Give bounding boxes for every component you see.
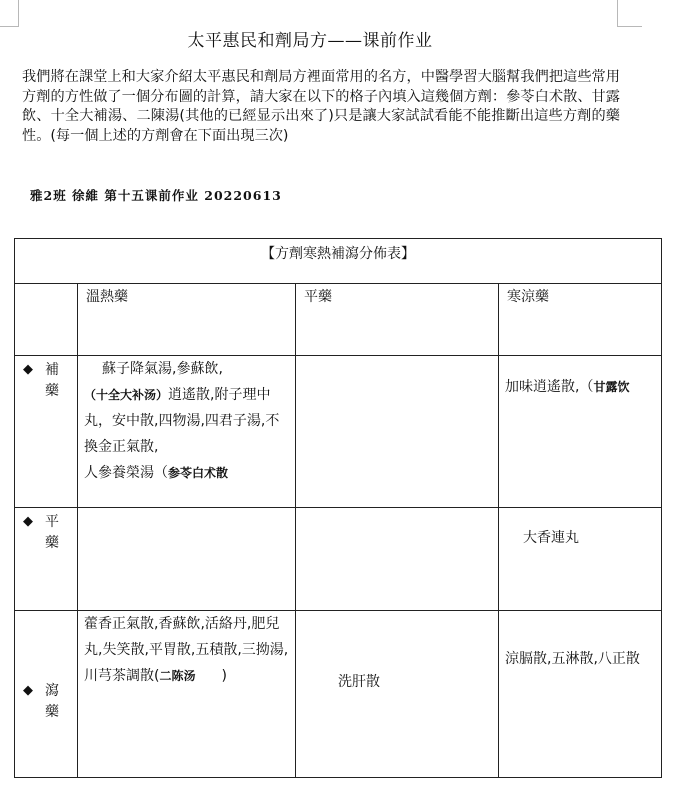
table-header-row (15, 284, 662, 356)
row-label-cell (15, 508, 78, 611)
header-neutral: 平藥 (304, 289, 332, 305)
page-title: 太平惠民和劑局方——课前作业 (187, 31, 433, 51)
cell-tonic-neutral[interactable] (296, 356, 499, 508)
cell-tonic-cold[interactable] (499, 356, 662, 508)
table-row-purge (15, 611, 662, 778)
handwritten-answer: 二陈汤 (159, 669, 196, 683)
cell-neutral-warm[interactable] (78, 508, 296, 611)
header-warm-cell (78, 284, 296, 356)
student-signature: 雅2班 徐維 第十五课前作业 20220613 (30, 188, 282, 203)
header-neutral-cell (296, 284, 499, 356)
diamond-bullet-icon: ◆ (23, 362, 33, 377)
distribution-table (14, 238, 662, 778)
table-caption (15, 239, 662, 284)
cell-text: 蘇子降氣湯,參蘇飲, (102, 361, 223, 377)
row-label-cell (15, 356, 78, 508)
cell-text: 大香連丸 (523, 530, 579, 546)
cell-text: 加味逍遙散,（ (505, 379, 594, 395)
cell-text: ) (221, 668, 227, 684)
cell-text: 涼膈散,五淋散,八正散 (505, 651, 640, 667)
cell-text: 人參養榮湯（ (84, 465, 168, 481)
cell-text: 藿香正氣散,香蘇飲,活絡丹,肥兒丸,失笑散,平胃散,五積散,三拗湯,川芎茶調散( (84, 616, 289, 684)
row-label-cell (15, 611, 78, 778)
handwritten-answer: 参苓白术散 (168, 466, 229, 480)
table-caption-text: 【方劑寒熱補瀉分佈表】 (261, 246, 415, 262)
row-label-tonic: 補藥 (45, 362, 59, 399)
table-row-tonic (15, 356, 662, 508)
header-corner-cell (15, 284, 78, 356)
diamond-bullet-icon: ◆ (23, 683, 33, 698)
cell-purge-neutral[interactable] (296, 611, 499, 778)
header-cold-cell (499, 284, 662, 356)
row-label-neutral: 平藥 (45, 514, 59, 551)
header-warm: 溫熱藥 (86, 289, 128, 305)
cell-neutral-neutral[interactable] (296, 508, 499, 611)
row-label-purge: 瀉藥 (45, 683, 59, 720)
handwritten-answer: 甘露饮 (593, 380, 630, 394)
diamond-bullet-icon: ◆ (23, 514, 33, 529)
cell-tonic-warm[interactable] (78, 356, 296, 508)
cell-neutral-cold[interactable] (499, 508, 662, 611)
handwritten-answer: （十全大补汤） (84, 388, 169, 402)
header-cold: 寒涼藥 (507, 289, 549, 305)
cell-purge-warm[interactable] (78, 611, 296, 778)
cell-purge-cold[interactable] (499, 611, 662, 778)
intro-paragraph: 我們將在課堂上和大家介紹太平惠民和劑局方裡面常用的名方，中醫學習大腦幫我們把這些常用方劑的方性做了一個分布圖的計算，請大家在以下的格子內填入這幾個方劑：參苓白术散、甘露飲、十全大補湯、二陳湯(其他的已經显示出來了)只是讓大家試試看能不能推斷出這些方劑的藥性。(每一個上述的方劑會在下面出現三次) (22, 69, 620, 144)
page-corner-mark (617, 0, 642, 27)
cell-text: 逍遙散,附子理中丸，安中散,四物湯,四君子湯,不換金正氣散, (84, 387, 280, 455)
page-corner-mark (0, 0, 19, 27)
table-row-neutral (15, 508, 662, 611)
cell-text: 洗肝散 (338, 674, 380, 690)
